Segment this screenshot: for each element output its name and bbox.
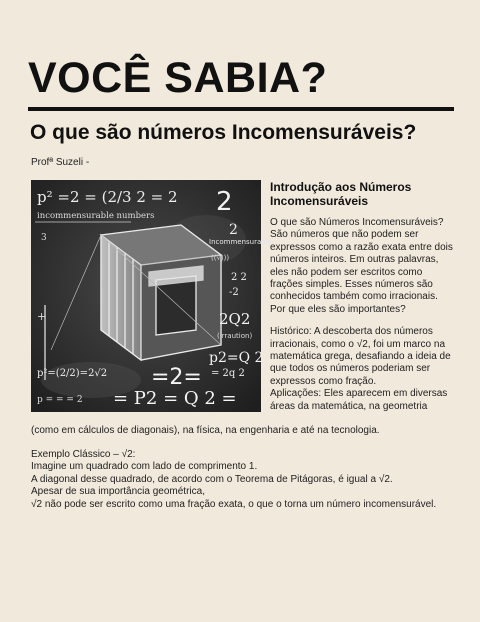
example-line-1: Imagine um quadrado com lado de comprimento 1. (31, 461, 258, 473)
formula-12: =2= (151, 365, 202, 390)
continuation-line: (como em cálculos de diagonais), na física, na engenharia e até na tecnologia. (31, 425, 380, 436)
svg-text:2: 2 (216, 187, 233, 217)
formula-6: -2 (229, 287, 239, 298)
formula-13: p = = = 2 (37, 395, 83, 405)
formula-11: p²=(2/2)=2√2 (37, 368, 108, 379)
intro-heading: Introdução aos Números Incomensuráveis (270, 180, 412, 208)
formula-8: (irraution) (217, 332, 253, 340)
svg-text:2: 2 (229, 222, 238, 238)
headline-divider (28, 107, 454, 111)
chalkboard-illustration (31, 180, 272, 412)
formula-9: p2=Q 2 (209, 350, 264, 366)
history-paragraph: Histórico: A descoberta dos números irracionais, como o √2, foi um marco na matemática grega, desafiando a ideia de que todos os números poderiam ser expressos como fração. (270, 326, 451, 387)
formula-14: = P2 = Q 2 = (113, 388, 237, 409)
example-line-3: Apesar de sua importância geométrica, (31, 486, 205, 498)
formula-4: ((√))) (211, 254, 230, 262)
intro-column (270, 180, 456, 413)
example-title: Exemplo Clássico – √2: (31, 449, 136, 460)
example-line-4: √2 não pode ser escrito como uma fração exata, o que o torna um número incomensurável. (31, 498, 437, 510)
formula-7: 2Q2 (219, 310, 251, 328)
page-subtitle: O que são números Incomensuráveis? (30, 121, 417, 144)
continuation-text (31, 425, 451, 437)
svg-text:+: + (37, 310, 47, 323)
page-headline: VOCÊ SABIA? (28, 54, 328, 102)
example-section (31, 449, 451, 511)
author-line: Profª Suzeli - (31, 157, 90, 168)
applications-paragraph: Aplicações: Eles aparecem em diversas áreas da matemática, na geometria (270, 388, 448, 412)
intro-paragraph: O que são Números Incomensuráveis? São números que não podem ser expressos como a razão exata entre dois números inteiros. Em outras palavras, eles não podem ser escritos como frações simples. Esses números são conhecidos também como irracionais. Por que eles são importantes? (270, 217, 453, 315)
formula-5: 2 2 (231, 272, 247, 283)
formula-3: Incommensurable (209, 238, 272, 246)
example-line-2: A diagonal desse quadrado, de acordo com o Teorema de Pitágoras, é igual a √2. (31, 473, 393, 485)
formula-10: = 2q 2 (211, 368, 245, 379)
svg-text:3: 3 (41, 233, 47, 243)
formula-1: p² =2 = (2/3 2 = 2 (37, 188, 178, 206)
formula-2: incommensurable numbers (37, 211, 155, 221)
